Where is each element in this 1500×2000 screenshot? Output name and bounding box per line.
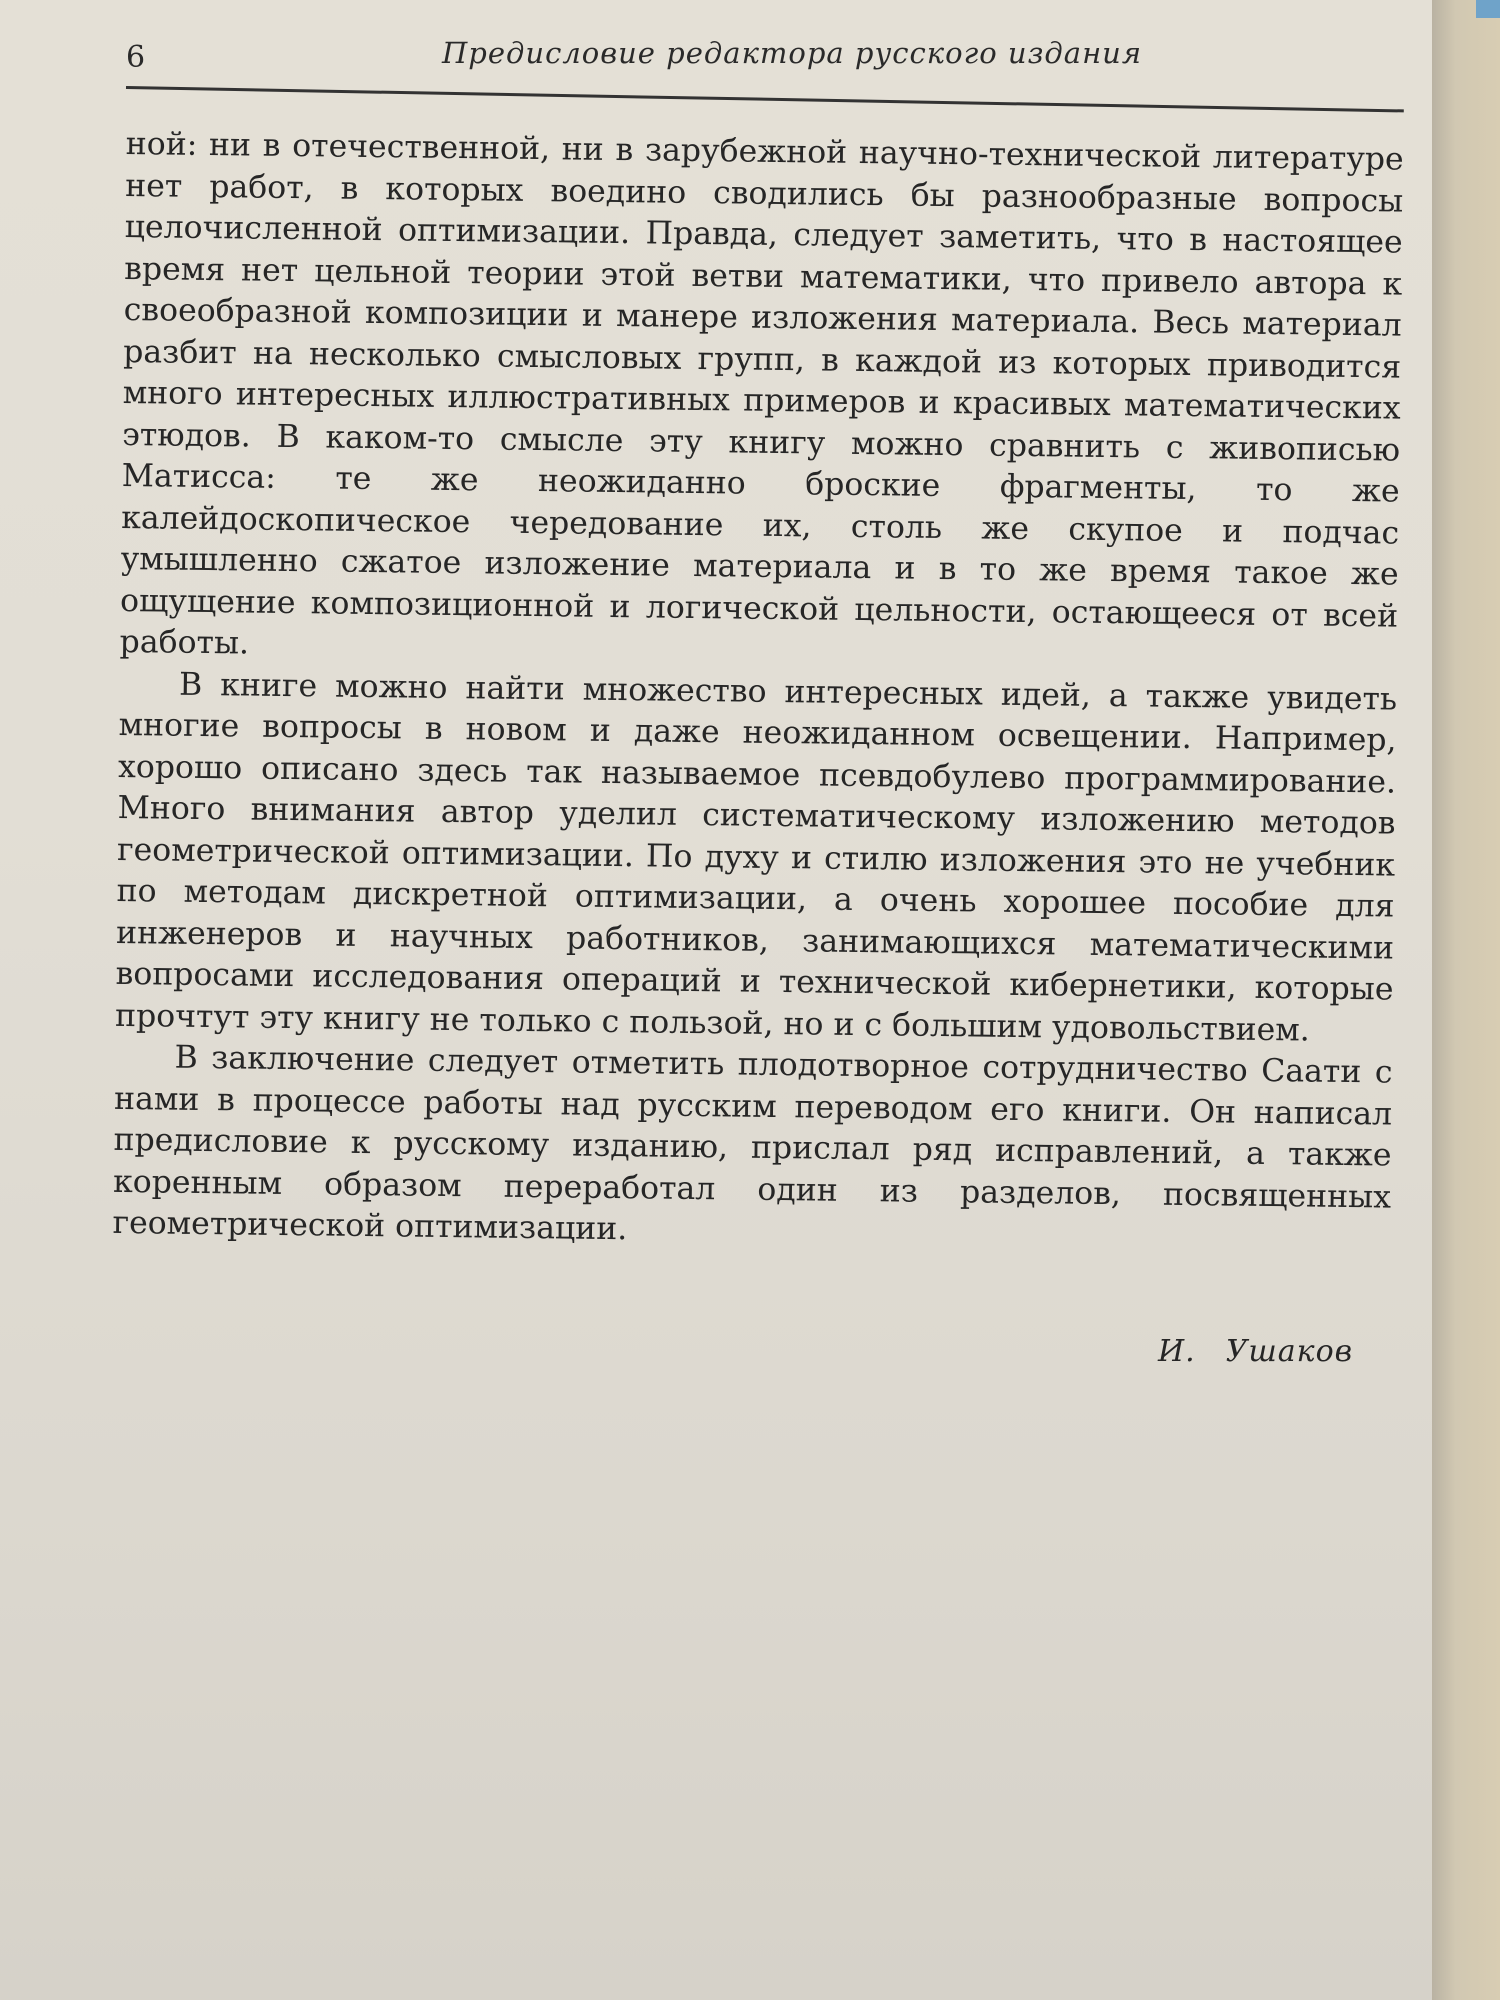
adjacent-page-edge bbox=[1432, 0, 1500, 2000]
paragraph-1: ной: ни в отечественной, ни в зарубежной научно-технической литературе нет работ, в которых воедино сводились бы разнообразные вопросы целочисленной оптимизации. Правда, следует заметить, что в настоящее время нет цельной теории этой ветви математики, что привело автора к своеобразной композиции и манере изложения материала. Весь материал разбит на несколько смысловых групп, в каждой из которых приводится много интересных иллюстративных примеров и красивых математических этюдов. В каком-то смысле эту книгу можно сравнить с живописью Матисса: те же неожиданно броские фрагменты, то же калейдоскопическое чередование их, столь же скупое и подчас умышленно сжатое изложение материала и в то же время такое же ощущение композиционной и логической цельности, остающееся от всей работы. bbox=[119, 125, 1404, 662]
signature bbox=[1158, 1334, 1353, 1369]
header-rule bbox=[126, 86, 1404, 112]
paragraph-3: В заключение следует отметить плодотворное сотрудничество Саати с нами в процессе работы над русским переводом его книги. Он написал предисловие к русскому изданию, прислал ряд исправлений, а также коренным образом переработал один из разделов, посвященных геометрической оптимизации. bbox=[112, 1039, 1393, 1248]
signature-surname: Ушаков bbox=[1225, 1334, 1354, 1369]
signature-initial: И. bbox=[1158, 1334, 1196, 1369]
blue-tab bbox=[1476, 0, 1500, 18]
paragraph-2: В книге можно найти множество интересных идей, а также увидеть многие вопросы в новом и даже неожиданном освещении. Например, хорошо описано здесь так называемое псевдобулево программирование. Много внимания автор уделил систематическому изложению методов геометрической оптимизации. По духу и стилю изложения это не учебник по методам дискретной оптимизации, а очень хорошее пособие для инженеров и научных работников, занимающихся математическими вопросами исследования операций и технической кибернетики, которые прочтут эту книгу не только с пользой, но и с большим удовольствием. bbox=[114, 666, 1398, 1049]
running-head bbox=[126, 36, 1406, 80]
page-number: 6 bbox=[126, 40, 146, 75]
body-text bbox=[112, 124, 1404, 1260]
running-head-title: Предисловие редактора русского издания bbox=[442, 36, 1143, 70]
